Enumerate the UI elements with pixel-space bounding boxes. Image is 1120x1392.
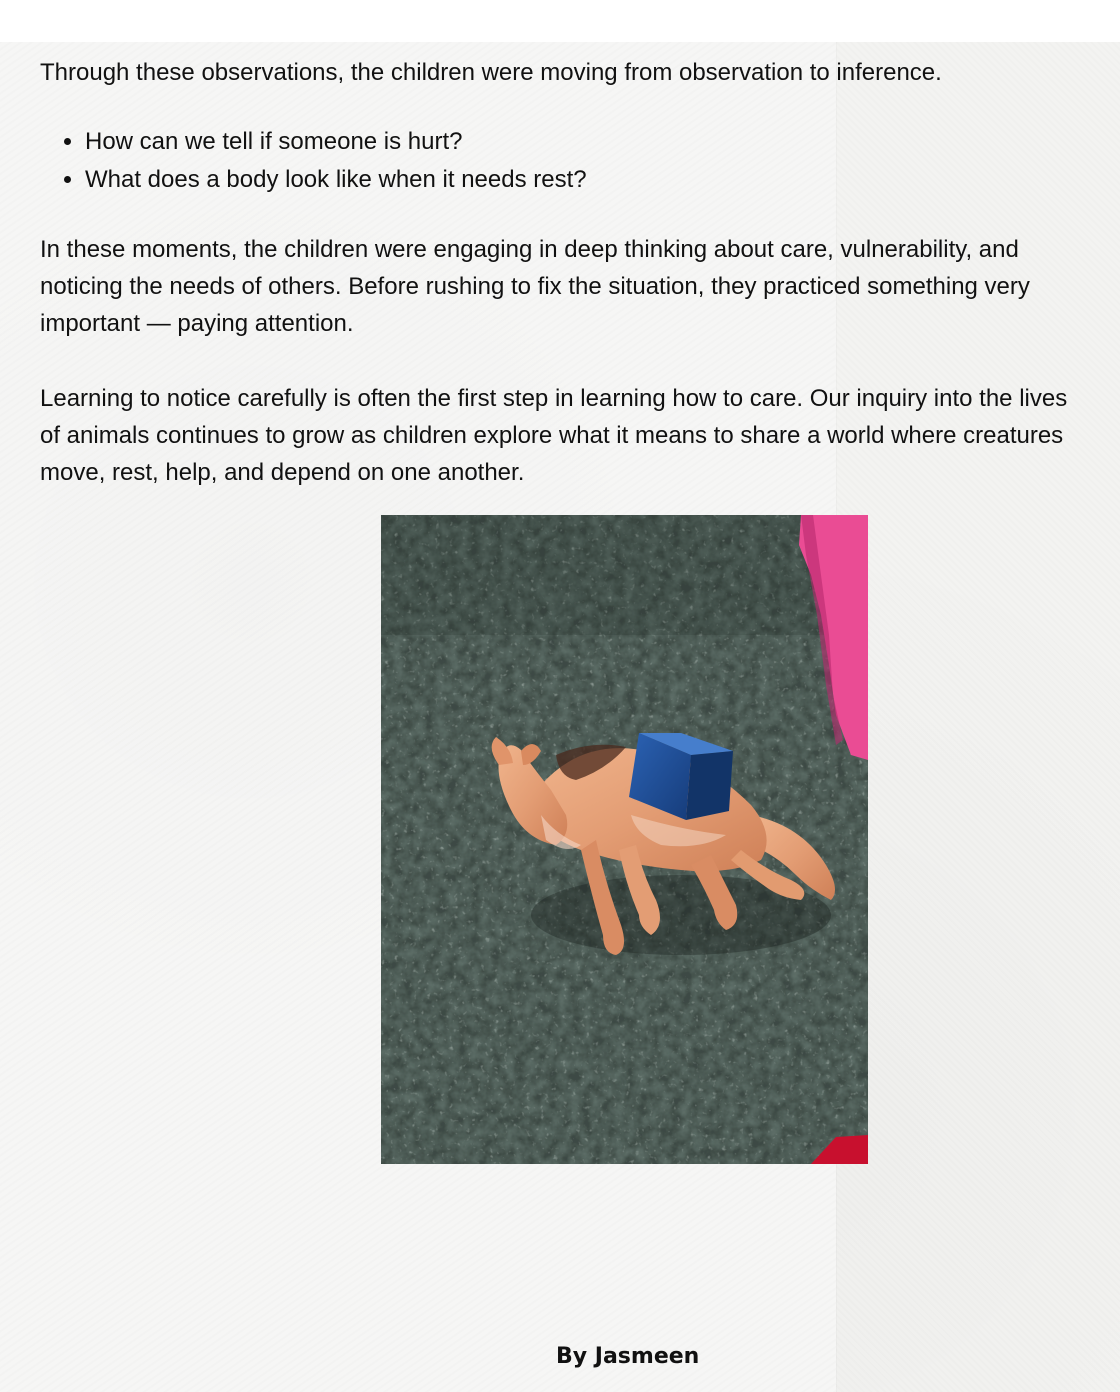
wolf-photo-illustration	[381, 515, 868, 1164]
article-body	[40, 54, 1090, 491]
question-item: • What does a body look like when it needs rest?	[85, 161, 1090, 199]
care-paragraph: In these moments, the children were engaging in deep thinking about care, vulnerability, and noticing the needs of others. Before rushing to fix the situation, they practiced something very important — paying attention.	[40, 236, 1030, 337]
inquiry-paragraph: Learning to notice carefully is often the first step in learning how to care. Our inquiry into the lives of animals continues to grow as children explore what it means to share a world where creatures move, rest, help, and depend on one another.	[40, 385, 1068, 486]
question-list	[40, 123, 1090, 199]
top-margin	[0, 0, 1120, 42]
question-item: • How can we tell if someone is hurt?	[85, 123, 1090, 161]
byline: By Jasmeen	[556, 1344, 700, 1369]
intro-paragraph: Through these observations, the children were moving from observation to inference.	[40, 59, 942, 86]
wolf-photo	[381, 515, 868, 1164]
